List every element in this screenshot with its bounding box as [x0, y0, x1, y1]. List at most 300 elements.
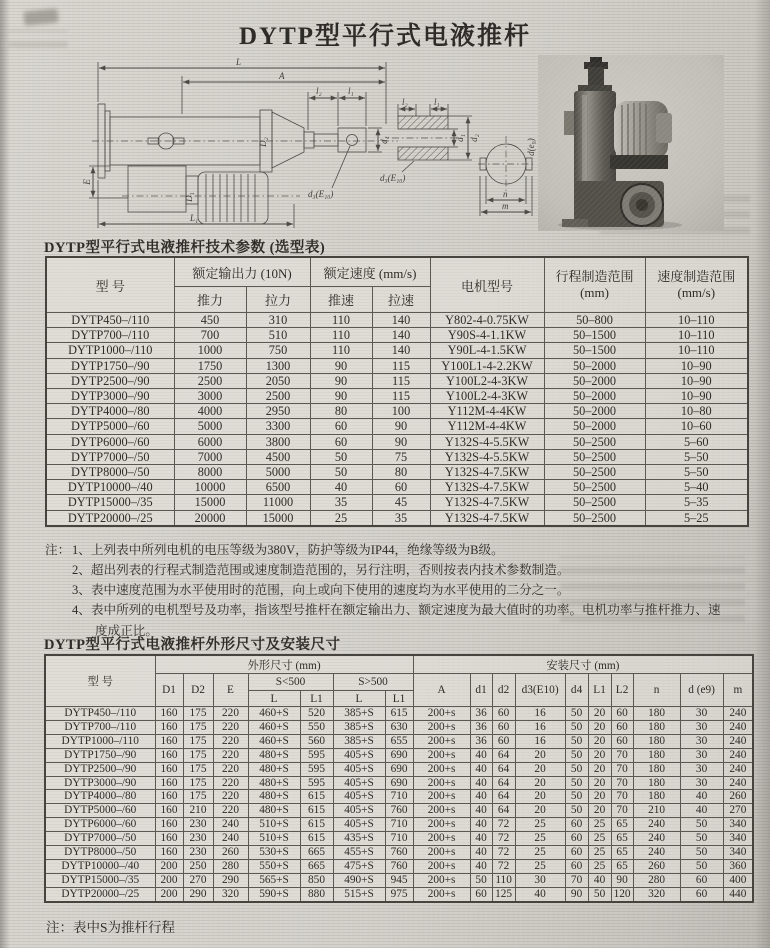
table-cell: Y802-4-0.75KW [430, 313, 544, 328]
table-cell: 40 [680, 804, 723, 818]
table-cell: 70 [611, 776, 633, 790]
table-cell: 200+s [413, 804, 470, 818]
table-cell: 2950 [246, 404, 310, 419]
table-row [45, 762, 753, 776]
spec-table-header [46, 257, 748, 313]
table-cell: 270 [723, 804, 753, 818]
table-cell: 50 [588, 887, 611, 901]
table-cell: 36 [470, 720, 492, 734]
table-cell: 220 [213, 790, 248, 804]
col-group-rated-speed: 额定速度 (mm/s) [310, 257, 430, 287]
note-item: 1、上列表中所列电机的电压等级为380V，防护等级为IP44，绝缘等级为B级。 [72, 543, 504, 557]
table-cell: 60 [611, 734, 633, 748]
table-cell: 4000 [174, 404, 246, 419]
col-group-s-lt-500: S<500 [248, 674, 333, 691]
product-photo [538, 55, 724, 231]
table-cell: 175 [183, 762, 213, 776]
table-cell: 70 [611, 790, 633, 804]
table-cell: 690 [385, 748, 413, 762]
table-cell: 64 [492, 804, 515, 818]
table-cell: 50–1500 [544, 328, 645, 343]
table-cell: 60 [492, 734, 515, 748]
table-cell: 72 [492, 818, 515, 832]
section2-heading: DYTP型平行式电液推杆外形尺寸及安装尺寸 [44, 637, 341, 653]
table-cell: 595 [300, 748, 333, 762]
table-cell: 160 [155, 818, 183, 832]
table-cell: 615 [300, 818, 333, 832]
table-cell: 160 [155, 776, 183, 790]
table-cell: 385+S [333, 707, 385, 721]
table-cell: Y132S-4-7.5KW [430, 465, 544, 480]
table-cell: 10–60 [645, 419, 748, 434]
table-cell: 1300 [246, 358, 310, 373]
dimension-table-header [45, 655, 753, 707]
notes-label: 注： [45, 543, 71, 557]
table-cell: 160 [155, 720, 183, 734]
dim-label-detail-d1: d₁ [455, 134, 465, 142]
table-cell: DYTP10000–/40 [46, 480, 174, 495]
col-d1: d1 [470, 674, 492, 707]
page-title: DYTP型平行式电液推杆 [238, 23, 532, 50]
table-cell: 50 [310, 465, 372, 480]
table-cell: 320 [633, 887, 680, 901]
dim-label-detail-l1: l₁ [434, 97, 440, 107]
table-cell: 240 [723, 720, 753, 734]
table-cell: 200+s [413, 873, 470, 887]
table-row [46, 465, 748, 480]
table-cell: 60 [470, 887, 492, 901]
col-stroke-range-title: 行程制造范围 [555, 268, 634, 284]
dim-label-D2: D₂ [258, 137, 268, 147]
table-cell: 180 [633, 707, 680, 721]
table-cell: 2500 [246, 389, 310, 404]
table-cell: Y132S-4-7.5KW [430, 480, 544, 495]
col-push-speed: 推速 [310, 287, 372, 313]
table-cell: 125 [492, 887, 515, 901]
table-cell: 460+S [248, 734, 300, 748]
table-cell: 30 [680, 720, 723, 734]
col-L-gt500: L [333, 691, 385, 707]
table-cell: 40 [470, 859, 492, 873]
table-row [46, 434, 748, 449]
table-cell: 5–35 [645, 495, 748, 510]
dimension-table [44, 654, 754, 903]
table-cell: 10–80 [645, 404, 748, 419]
table-row [45, 818, 753, 832]
table-cell: 160 [155, 846, 183, 860]
technical-drawing [82, 54, 536, 232]
table-cell: 180 [633, 790, 680, 804]
dim-label-detail-l2: l₂ [402, 97, 408, 107]
table-cell: 220 [213, 734, 248, 748]
table-cell: 3300 [246, 419, 310, 434]
table-cell: 6000 [174, 434, 246, 449]
table-cell: 25 [588, 832, 611, 846]
table-cell: 435+S [333, 832, 385, 846]
table-cell: 220 [213, 707, 248, 721]
table-cell: 25 [588, 846, 611, 860]
table-cell: 560 [300, 734, 333, 748]
table-cell: 25 [515, 818, 565, 832]
table-cell: 80 [310, 404, 372, 419]
col-A: A [413, 674, 470, 707]
table-cell: 20 [588, 790, 611, 804]
table-cell: 40 [470, 762, 492, 776]
table-cell: 550 [300, 720, 333, 734]
table-cell: 240 [633, 818, 680, 832]
table-cell: 260 [723, 790, 753, 804]
table-cell: 20 [515, 748, 565, 762]
table-cell: 60 [565, 846, 588, 860]
table-cell: 20 [515, 762, 565, 776]
table-cell: 36 [470, 707, 492, 721]
table-row [46, 495, 748, 510]
col-D2: D2 [183, 674, 213, 707]
col-n: n [633, 674, 680, 707]
table-row [45, 859, 753, 873]
table-cell: 20 [588, 720, 611, 734]
table-cell: 655 [385, 734, 413, 748]
table-cell: 480+S [248, 804, 300, 818]
notes-block [45, 540, 723, 641]
table-cell: 50 [680, 846, 723, 860]
table-cell: 50–2500 [544, 480, 645, 495]
table-cell: 140 [372, 343, 430, 358]
table-cell: 5–50 [645, 449, 748, 464]
table-cell: 200+s [413, 846, 470, 860]
table-cell: DYTP8000–/50 [46, 465, 174, 480]
table2-footnote: 注：表中S为推杆行程 [46, 920, 176, 935]
table-cell: 20 [515, 804, 565, 818]
table-cell: 20 [515, 776, 565, 790]
table-cell: 230 [183, 818, 213, 832]
table-row [45, 846, 753, 860]
table-row [46, 328, 748, 343]
table-cell: DYTP1000–/110 [45, 734, 155, 748]
table-cell: 175 [183, 776, 213, 790]
table-cell: Y132S-4-7.5KW [430, 495, 544, 510]
table-cell: 40 [470, 832, 492, 846]
table-cell: 35 [310, 495, 372, 510]
table-cell: 90 [310, 358, 372, 373]
table-cell: 180 [633, 720, 680, 734]
table-cell: 200+s [413, 776, 470, 790]
table-cell: 50–2000 [544, 373, 645, 388]
table-cell: DYTP15000–/35 [46, 495, 174, 510]
table-cell: 710 [385, 790, 413, 804]
table-row [45, 734, 753, 748]
table-cell: 20000 [174, 510, 246, 526]
table-cell: 290 [213, 873, 248, 887]
table-cell: 45 [372, 495, 430, 510]
table-cell: 310 [246, 313, 310, 328]
table-cell: 80 [372, 465, 430, 480]
table-cell: 90 [372, 434, 430, 449]
table-cell: 8000 [174, 465, 246, 480]
note-item: 2、超出列表的行程式制造范围或速度制造范围的，另行注明，否则按表内技术参数制造。 [72, 563, 570, 578]
table-cell: 160 [155, 790, 183, 804]
table-cell: 3800 [246, 434, 310, 449]
table-cell: DYTP15000–/35 [45, 873, 155, 887]
table-cell: 20 [588, 734, 611, 748]
table-row [45, 804, 753, 818]
table-cell: 40 [470, 748, 492, 762]
table-cell: 455+S [333, 846, 385, 860]
table-cell: 50 [470, 873, 492, 887]
table-cell: 50 [565, 790, 588, 804]
table-cell: 4500 [246, 449, 310, 464]
dim-label-L1: L₁ [190, 213, 199, 223]
table-cell: 480+S [248, 776, 300, 790]
table-cell: 405+S [333, 804, 385, 818]
table-cell: 50–2000 [544, 404, 645, 419]
table-cell: 160 [155, 832, 183, 846]
col-motor-model: 电机型号 [430, 257, 544, 313]
table-cell: 64 [492, 762, 515, 776]
table-cell: 50–2500 [544, 434, 645, 449]
table-cell: 50 [565, 804, 588, 818]
table-cell: 50 [565, 707, 588, 721]
table-cell: 40 [588, 873, 611, 887]
table-cell: 220 [213, 776, 248, 790]
col-group-s-gt-500: S>500 [333, 674, 413, 691]
table-cell: 110 [310, 328, 372, 343]
table-cell: 210 [183, 804, 213, 818]
table-row [46, 449, 748, 464]
table-cell: 405+S [333, 748, 385, 762]
table-cell: 180 [633, 762, 680, 776]
table-cell: 70 [611, 748, 633, 762]
dim-label-l1: l₁ [348, 86, 354, 96]
table-cell: 40 [470, 776, 492, 790]
col-d-e9: d (e9) [680, 674, 723, 707]
table-cell: 50 [565, 720, 588, 734]
table-row [46, 389, 748, 404]
table-cell: 72 [492, 832, 515, 846]
dim-label-D1: D₁ [184, 192, 194, 202]
table-cell: 140 [372, 328, 430, 343]
table-cell: 15000 [246, 510, 310, 526]
table-cell: DYTP5000–/60 [46, 419, 174, 434]
table-cell: 760 [385, 859, 413, 873]
table-cell: DYTP7000–/50 [46, 449, 174, 464]
col-pull-force: 拉力 [246, 287, 310, 313]
table-cell: 850 [300, 873, 333, 887]
table-cell: 385+S [333, 734, 385, 748]
table-cell: 40 [470, 846, 492, 860]
table-cell: 405+S [333, 762, 385, 776]
table-cell: 615 [300, 804, 333, 818]
table-cell: 200+s [413, 790, 470, 804]
table-cell: 280 [633, 873, 680, 887]
col-group-outline: 外形尺寸 (mm) [155, 655, 413, 674]
table-cell: 20 [588, 762, 611, 776]
table-cell: 260 [213, 846, 248, 860]
table-cell: 320 [213, 887, 248, 901]
table-cell: 460+S [248, 720, 300, 734]
table-cell: DYTP1000–/110 [46, 343, 174, 358]
table-cell: 10–110 [645, 313, 748, 328]
table-cell: Y100L2-4-3KW [430, 389, 544, 404]
table-cell: 200 [155, 859, 183, 873]
col-d2: d2 [492, 674, 515, 707]
table-cell: 16 [515, 720, 565, 734]
note-item: 3、表中速度范围为水平使用时的范围，向上或向下使用的速度均为水平使用的二分之一。 [72, 583, 570, 598]
table-cell: Y112M-4-4KW [430, 419, 544, 434]
table-cell: 615 [300, 832, 333, 846]
table-cell: 20 [588, 804, 611, 818]
table-cell: 440 [723, 887, 753, 901]
table-cell: 72 [492, 859, 515, 873]
table-cell: 110 [492, 873, 515, 887]
table-cell: DYTP4000–/80 [46, 404, 174, 419]
table-cell: 115 [372, 389, 430, 404]
table-cell: 115 [372, 358, 430, 373]
table-cell: 50 [565, 762, 588, 776]
table-cell: 260 [633, 859, 680, 873]
table-cell: 40 [470, 790, 492, 804]
table-cell: 180 [633, 734, 680, 748]
table-cell: 200+s [413, 859, 470, 873]
col-stroke-range [544, 257, 645, 313]
table-cell: 665 [300, 859, 333, 873]
table-cell: 50–1500 [544, 343, 645, 358]
table-cell: 710 [385, 832, 413, 846]
table-cell: 700 [174, 328, 246, 343]
table-cell: 10–90 [645, 373, 748, 388]
table-cell: 25 [588, 859, 611, 873]
table-cell: 60 [611, 720, 633, 734]
table-row [46, 343, 748, 358]
col-L-lt500: L [248, 691, 300, 707]
table-cell: 480+S [248, 790, 300, 804]
table-cell: 90 [310, 373, 372, 388]
table-cell: 515+S [333, 887, 385, 901]
col-stroke-range-unit: (mm) [580, 285, 609, 300]
table-cell: 175 [183, 734, 213, 748]
table-cell: 60 [680, 887, 723, 901]
table-cell: 240 [633, 832, 680, 846]
table-cell: 460+S [248, 707, 300, 721]
col-m: m [723, 674, 753, 707]
table-cell: 760 [385, 804, 413, 818]
table-cell: DYTP20000–/25 [45, 887, 155, 901]
table-row [46, 373, 748, 388]
table-cell: 2500 [174, 373, 246, 388]
table-cell: 20 [588, 707, 611, 721]
table-cell: 160 [155, 804, 183, 818]
table-cell: 40 [515, 887, 565, 901]
table-row [46, 480, 748, 495]
table-cell: 30 [680, 748, 723, 762]
table-cell: 230 [183, 832, 213, 846]
table-cell: 5000 [174, 419, 246, 434]
table-cell: 595 [300, 776, 333, 790]
table-cell: 50 [565, 734, 588, 748]
table-cell: Y112M-4-4KW [430, 404, 544, 419]
table-cell: 400 [723, 873, 753, 887]
table-cell: 10–110 [645, 343, 748, 358]
table-cell: 40 [310, 480, 372, 495]
table-cell: DYTP4000–/80 [45, 790, 155, 804]
table-cell: DYTP2500–/90 [45, 762, 155, 776]
dim-label-n: n [503, 189, 508, 199]
table-cell: 240 [723, 707, 753, 721]
table-cell: 50–2000 [544, 389, 645, 404]
table-cell: 220 [213, 720, 248, 734]
note-item: 4、表中所列的电机型号及功率，指该型号推杆在额定输出力、额定速度为最大值时的功率。电机功率与推杆推力、速度成正比。 [72, 603, 721, 638]
table-cell: DYTP7000–/50 [45, 832, 155, 846]
table-cell: 240 [213, 818, 248, 832]
table-cell: 60 [492, 720, 515, 734]
col-L1-mount: L1 [588, 674, 611, 707]
table-cell: 10000 [174, 480, 246, 495]
col-pull-speed: 拉速 [372, 287, 430, 313]
table-row [46, 419, 748, 434]
table-row [45, 790, 753, 804]
table-cell: 405+S [333, 818, 385, 832]
table-cell: 50 [680, 859, 723, 873]
dim-label-L: L [236, 57, 242, 67]
table-cell: DYTP1750–/90 [46, 358, 174, 373]
table-cell: 5–25 [645, 510, 748, 526]
col-L1-gt500: L1 [385, 691, 413, 707]
dim-label-d4: d₄ [379, 136, 389, 144]
table-cell: 200+s [413, 762, 470, 776]
col-E: E [213, 674, 248, 707]
table-row [46, 404, 748, 419]
table-cell: 175 [183, 790, 213, 804]
table-cell: 590+S [248, 887, 300, 901]
dim-label-detail-d3: d₃(E₁₀) [380, 173, 406, 183]
table-cell: 60 [611, 707, 633, 721]
table-cell: DYTP1750–/90 [45, 748, 155, 762]
page-edge-shadow [754, 0, 770, 948]
spec-table [45, 256, 749, 527]
table-cell: DYTP700–/110 [45, 720, 155, 734]
table-cell: 7000 [174, 449, 246, 464]
table-cell: 280 [213, 859, 248, 873]
table-cell: 175 [183, 748, 213, 762]
table-cell: 520 [300, 707, 333, 721]
table-cell: 200+s [413, 707, 470, 721]
table-cell: 120 [611, 887, 633, 901]
table-cell: DYTP5000–/60 [45, 804, 155, 818]
col-group-mounting: 安装尺寸 (mm) [413, 655, 753, 674]
table-cell: 250 [183, 859, 213, 873]
table-cell: DYTP10000–/40 [45, 859, 155, 873]
table-cell: 30 [680, 734, 723, 748]
table-cell: 665 [300, 846, 333, 860]
table-cell: 75 [372, 449, 430, 464]
table-cell: 340 [723, 832, 753, 846]
table-cell: 60 [492, 707, 515, 721]
table-cell: 140 [372, 313, 430, 328]
table-cell: Y132S-4-5.5KW [430, 449, 544, 464]
table-cell: 1750 [174, 358, 246, 373]
table-cell: 5–60 [645, 434, 748, 449]
table-cell: 405+S [333, 776, 385, 790]
table-cell: 10–90 [645, 389, 748, 404]
table-cell: 200 [155, 873, 183, 887]
dim-label-d-e9: d(e₉) [526, 138, 536, 156]
table-cell: 25 [515, 846, 565, 860]
table-cell: 64 [492, 776, 515, 790]
table-cell: 6500 [246, 480, 310, 495]
dim-label-E: E [82, 179, 92, 185]
table-cell: 160 [155, 762, 183, 776]
table-cell: DYTP6000–/60 [45, 818, 155, 832]
